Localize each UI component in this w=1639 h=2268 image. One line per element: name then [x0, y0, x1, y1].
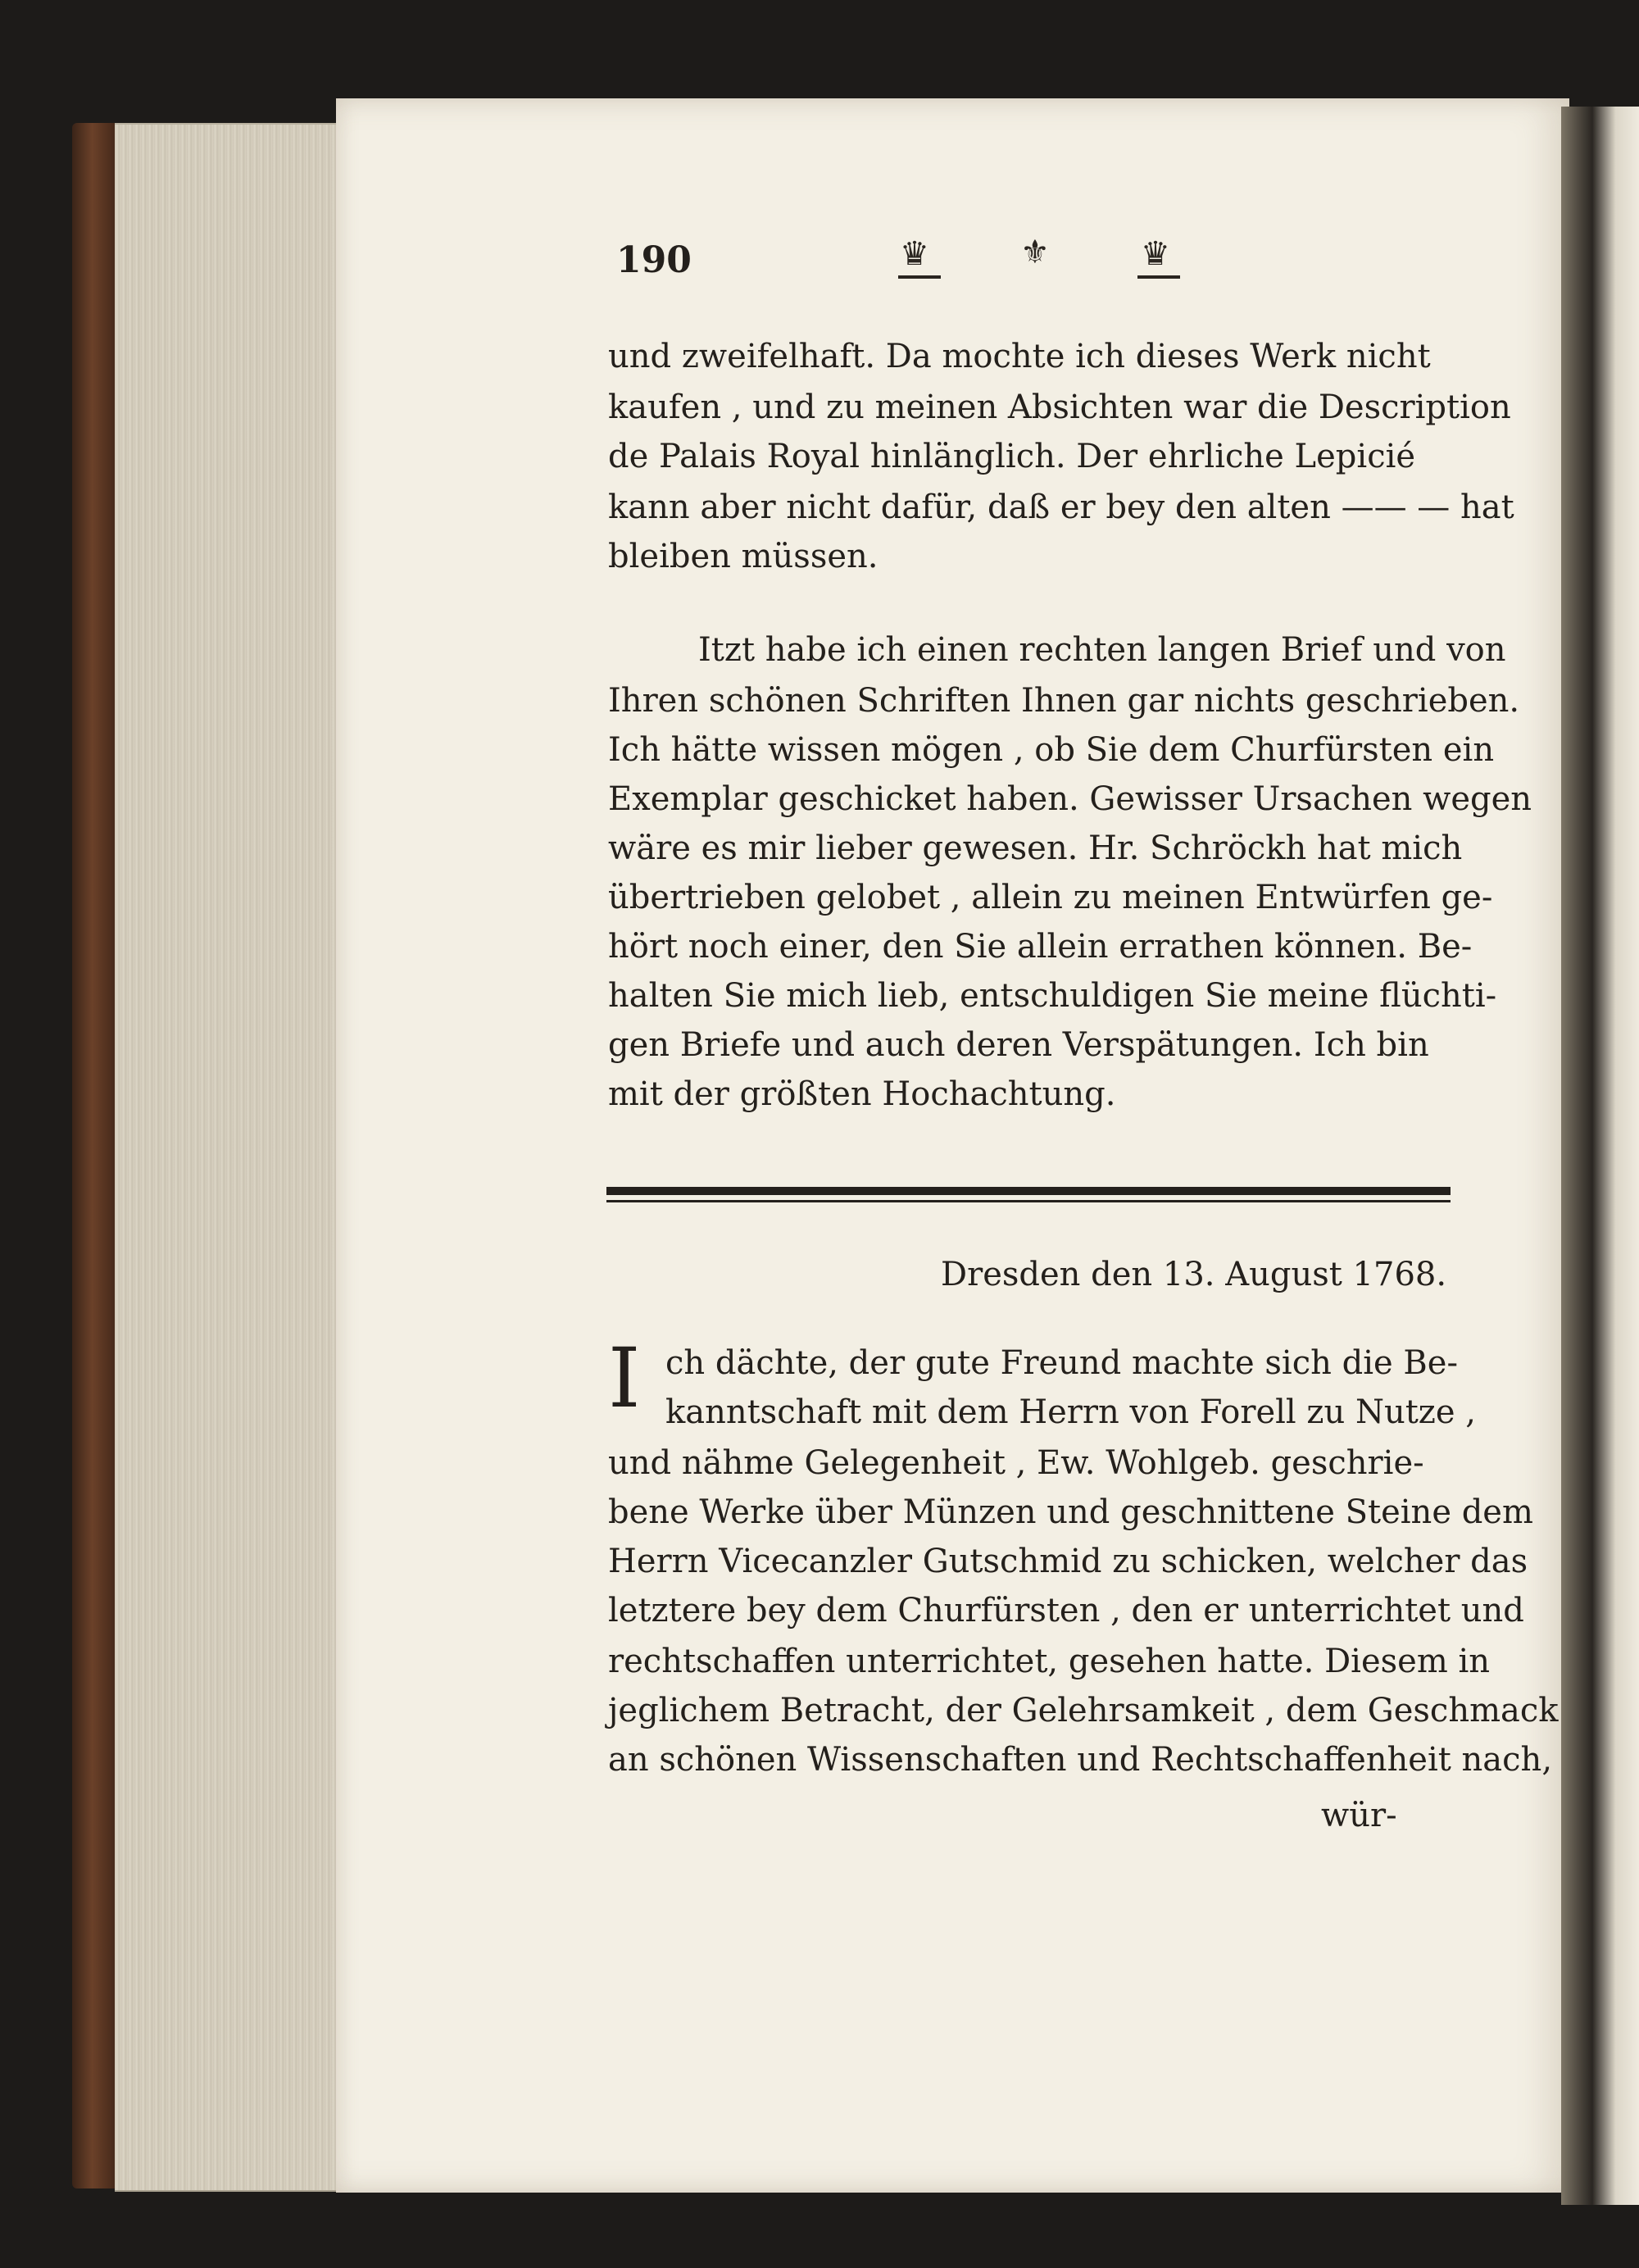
- paragraph2-line: Itzt habe ich einen rechten langen Brief und von: [698, 631, 1506, 669]
- letter-line: an schönen Wissenschaften und Rechtschaffenheit nach,: [608, 1741, 1553, 1779]
- letter-line: kanntschaft mit dem Herrn von Forell zu Nutze ,: [665, 1393, 1476, 1431]
- paragraph1-line: kaufen , und zu meinen Absichten war die Description: [608, 389, 1511, 426]
- paragraph1-line: und zweifelhaft. Da mochte ich dieses Werk nicht: [608, 338, 1431, 375]
- paragraph2-line: übertrieben gelobet , allein zu meinen Entwürfen ge-: [608, 879, 1493, 916]
- paragraph2-line: halten Sie mich lieb, entschuldigen Sie meine flüchti-: [608, 977, 1497, 1015]
- letter-line: Herrn Vicecanzler Gutschmid zu schicken, welcher das: [608, 1543, 1528, 1580]
- book-photo: 190 ♛ ⚜ ♛ und zweifelhaft. Da mochte ich dieses Werk nicht kaufen , und zu meinen Absichten war die Description de Palais Royal hinlänglich. Der ehrliche Lepicié kann aber nicht dafür, daß er bey den alten —— — hat bleiben müssen. Itzt habe ich einen rechten langen Brief und von Ihren schönen Schriften Ihnen gar nichts geschrieben. Ich hätte wissen mögen , ob Sie dem Churfürsten ein Exemplar geschicket haben. Gewisser Ursachen wegen wäre es mir lieber gewesen. Hr. Schröckh hat mich übertrieben gelobet , allein zu meinen Entwürfen ge- hört noch einer, den Sie allein errathen können. Be- halten Sie mich lieb, entschuldigen Sie meine flüchti- gen Briefe und auch deren Verspätungen. Ich bin mit der größten Hochachtung. Dresden den 13. August 1768. I ch dächte, der gute Freund machte sich die Be- kanntschaft mit dem Herrn von Forell zu Nutze , und nähme Gelegenheit , Ew. Wohlgeb. geschrie- bene Werke über Münzen und geschnittene Steine dem Herrn Vicecanzler Gutschmid zu schicken, welcher das letztere bey dem Churfürsten , den er unterrichtet und rechtschaffen unterrichtet, gesehen hatte. Diesem in jeglichem Betracht, der Gelehrsamkeit , dem Geschmack an schönen Wissenschaften und Rechtschaffenheit nach, wür-: [0, 0, 1639, 2268]
- paragraph2-line: Ihren schönen Schriften Ihnen gar nichts geschrieben.: [608, 682, 1520, 720]
- letter-line: und nähme Gelegenheit , Ew. Wohlgeb. geschrie-: [608, 1444, 1424, 1482]
- paragraph2-line: hört noch einer, den Sie allein errathen können. Be-: [608, 928, 1473, 966]
- letter-dateline: Dresden den 13. August 1768.: [941, 1256, 1447, 1293]
- drop-cap: I: [608, 1330, 641, 1426]
- letter-line: bene Werke über Münzen und geschnittene Steine dem: [608, 1493, 1533, 1531]
- paragraph1-line: de Palais Royal hinlänglich. Der ehrliche Lepicié: [608, 438, 1416, 475]
- page-gutter: [1561, 107, 1639, 2205]
- paragraph2-line: Ich hätte wissen mögen , ob Sie dem Churfürsten ein: [608, 731, 1495, 769]
- paragraph2-line: gen Briefe und auch deren Verspätungen. Ich bin: [608, 1026, 1429, 1064]
- section-divider-thick: [606, 1187, 1451, 1195]
- paragraph2-line: Exemplar geschicket haben. Gewisser Ursachen wegen: [608, 780, 1532, 818]
- letter-line: letztere bey dem Churfürsten , den er unterrichtet und: [608, 1592, 1524, 1629]
- paragraph2-line: mit der größten Hochachtung.: [608, 1075, 1116, 1113]
- letter-line: jeglichem Betracht, der Gelehrsamkeit , dem Geschmack: [608, 1692, 1559, 1729]
- paragraph1-line: kann aber nicht dafür, daß er bey den alten —— — hat: [608, 489, 1514, 526]
- catchword: wür-: [1321, 1797, 1397, 1834]
- paragraph2-line: wäre es mir lieber gewesen. Hr. Schröckh hat mich: [608, 829, 1463, 867]
- page-block-edges: [115, 123, 340, 2192]
- letter-line: rechtschaffen unterrichtet, gesehen hatte. Diesem in: [608, 1643, 1491, 1680]
- paragraph1-line: bleiben müssen.: [608, 538, 879, 575]
- page-number: 190: [616, 239, 692, 281]
- section-divider-thin: [606, 1200, 1451, 1202]
- letter-line: ch dächte, der gute Freund machte sich die Be-: [665, 1344, 1458, 1382]
